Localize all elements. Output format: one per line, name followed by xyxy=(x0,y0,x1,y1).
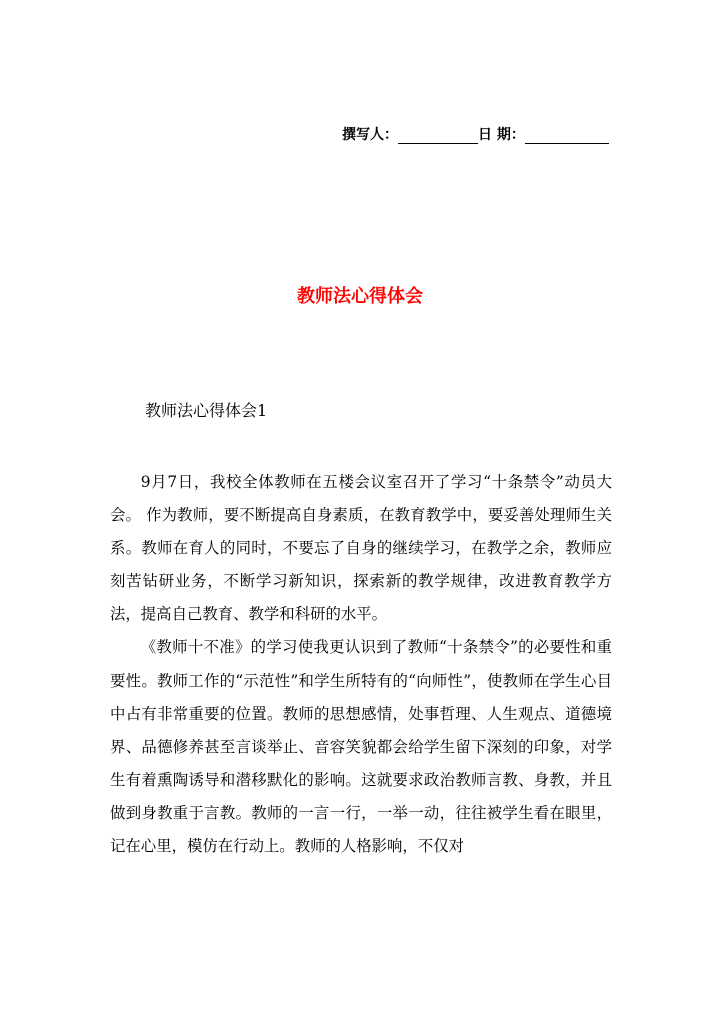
author-label: 撰写人： xyxy=(342,127,398,143)
document-title: 教师法心得体会 xyxy=(297,286,423,307)
document-body xyxy=(110,466,612,863)
document-subtitle: 教师法心得体会1 xyxy=(145,401,268,420)
body-paragraph-1: 9月7日，我校全体教师在五楼会议室召开了学习“十条禁令”动员大会。 作为教师，要不断提高自身素质，在教育教学中，要妥善处理师生关系。教师在育人的同时，不要忘了自身的继续学习，在教学之余，教师应刻苦钻研业务，不断学习新知识，探索新的教学规律，改进教育教学方法，提高自己教育、教学和科研的水平。 xyxy=(110,473,612,624)
body-paragraph-2: 《教师十不准》的学习使我更认识到了教师“十条禁令”的必要性和重要性。教师工作的“示范性”和学生所特有的“向师性”，使教师在学生心目中占有非常重要的位置。教师的思想感情，处事哲理、人生观点、道德境界、品德修养甚至言谈举止、音容笑貌都会给学生留下深刻的印象，对学生有着熏陶诱导和潜移默化的影响。这就要求政治教师言教、身教，并且做到身教重于言教。教师的一言一行，一举一动，往往被学生看在眼里，记在心里，模仿在行动上。教师的人格影响，不仅对 xyxy=(110,638,612,856)
date-label: 日 期： xyxy=(478,127,525,143)
author-blank-field xyxy=(398,129,478,144)
header-fields xyxy=(342,124,612,144)
date-blank-field xyxy=(525,129,609,144)
